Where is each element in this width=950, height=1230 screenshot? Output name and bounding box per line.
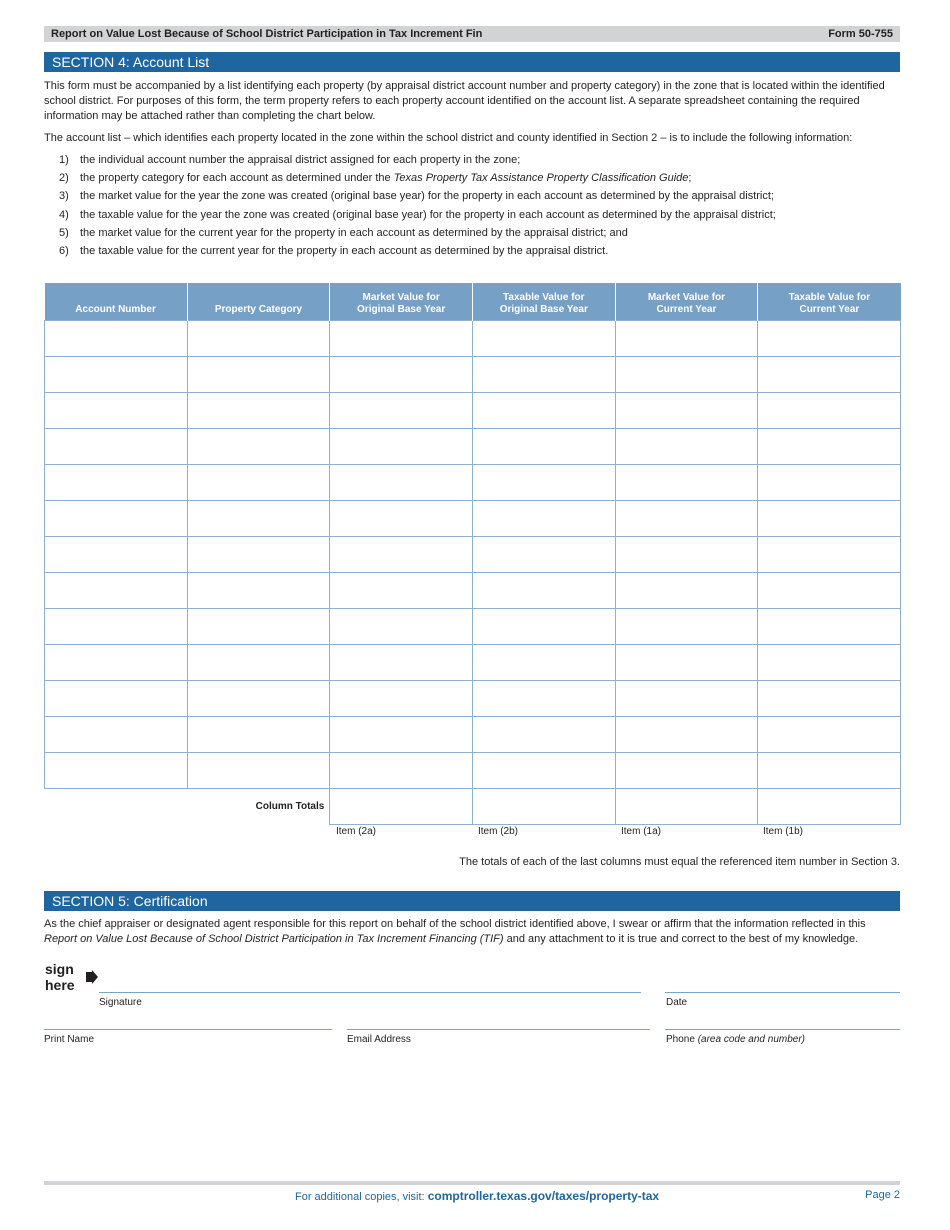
property-category-cell[interactable] bbox=[187, 609, 330, 645]
market-current-cell[interactable] bbox=[615, 537, 758, 573]
total-taxable-current-field[interactable] bbox=[758, 789, 901, 825]
property-category-cell[interactable] bbox=[187, 501, 330, 537]
table-row bbox=[45, 609, 901, 645]
table-row bbox=[45, 645, 901, 681]
total-market-current-field[interactable] bbox=[615, 789, 758, 825]
taxable-base-cell[interactable] bbox=[472, 681, 615, 717]
taxable-base-cell[interactable] bbox=[472, 321, 615, 357]
market-base-cell[interactable] bbox=[330, 645, 473, 681]
property-category-cell[interactable] bbox=[187, 429, 330, 465]
market-current-cell[interactable] bbox=[615, 357, 758, 393]
market-current-cell[interactable] bbox=[615, 573, 758, 609]
property-category-cell[interactable] bbox=[187, 537, 330, 573]
account-number-cell[interactable] bbox=[45, 357, 188, 393]
taxable-base-cell[interactable] bbox=[472, 537, 615, 573]
market-current-cell[interactable] bbox=[615, 321, 758, 357]
list-item: 4) the taxable value for the year the zone was created (original base year) for the property in each account as determined by the appraisal district; bbox=[59, 208, 776, 221]
table-row bbox=[45, 717, 901, 753]
market-current-cell[interactable] bbox=[615, 717, 758, 753]
table-body bbox=[45, 321, 901, 825]
market-base-cell[interactable] bbox=[330, 357, 473, 393]
taxable-base-cell[interactable] bbox=[472, 717, 615, 753]
taxable-base-cell[interactable] bbox=[472, 609, 615, 645]
column-header-taxable-current: Taxable Value for Current Year bbox=[758, 283, 901, 321]
print-name-label: Print Name bbox=[44, 1034, 95, 1045]
table-row bbox=[45, 357, 901, 393]
account-number-cell[interactable] bbox=[45, 501, 188, 537]
column-totals-row bbox=[45, 789, 901, 825]
taxable-current-cell[interactable] bbox=[758, 429, 901, 465]
list-item: 5) the market value for the current year for the property in each account as determined by the appraisal district; and bbox=[59, 226, 628, 239]
property-category-cell[interactable] bbox=[187, 573, 330, 609]
form-title: Report on Value Lost Because of School District Participation in Tax Increment Fin bbox=[51, 28, 483, 40]
signature-label: Signature bbox=[99, 997, 142, 1008]
market-base-cell[interactable] bbox=[330, 753, 473, 789]
table-row bbox=[45, 501, 901, 537]
taxable-base-cell[interactable] bbox=[472, 753, 615, 789]
sign-here-marker: sign here bbox=[45, 962, 105, 996]
taxable-current-cell[interactable] bbox=[758, 393, 901, 429]
market-current-cell[interactable] bbox=[615, 501, 758, 537]
taxable-current-cell[interactable] bbox=[758, 465, 901, 501]
column-header-taxable-base: Taxable Value for Original Base Year bbox=[472, 283, 615, 321]
taxable-current-cell[interactable] bbox=[758, 357, 901, 393]
list-item: 1) the individual account number the appraisal district assigned for each property in the zone; bbox=[59, 154, 521, 166]
property-category-cell[interactable] bbox=[187, 393, 330, 429]
requirements-list bbox=[44, 153, 900, 262]
certification-text: As the chief appraiser or designated agent responsible for this report on behalf of the school district identified above, I swear or affirm that the information reflected in this Report on Value Lost Because of School District Participation in Tax Increment Financing (TIF) and any attachment to it is true and correct to the best of my knowledge. bbox=[44, 918, 866, 945]
table-row bbox=[45, 681, 901, 717]
account-number-cell[interactable] bbox=[45, 681, 188, 717]
market-base-cell[interactable] bbox=[330, 465, 473, 501]
taxable-current-cell[interactable] bbox=[758, 501, 901, 537]
section-4-header: SECTION 4: Account List bbox=[44, 52, 900, 72]
account-number-cell[interactable] bbox=[45, 321, 188, 357]
taxable-base-cell[interactable] bbox=[472, 357, 615, 393]
footer-copies: For additional copies, visit: comptroller.texas.gov/taxes/property-tax bbox=[295, 1189, 660, 1203]
email-label: Email Address bbox=[347, 1034, 411, 1045]
total-market-base-field[interactable] bbox=[330, 789, 473, 825]
taxable-current-cell[interactable] bbox=[758, 609, 901, 645]
page-number: Page 2 bbox=[865, 1189, 900, 1201]
list-item: 6) the taxable value for the current year for the property in each account as determined by the appraisal district. bbox=[59, 244, 609, 257]
property-category-cell[interactable] bbox=[187, 753, 330, 789]
table-row bbox=[45, 753, 901, 789]
account-number-cell[interactable] bbox=[45, 537, 188, 573]
taxable-base-cell[interactable] bbox=[472, 465, 615, 501]
taxable-current-cell[interactable] bbox=[758, 537, 901, 573]
account-number-cell[interactable] bbox=[45, 429, 188, 465]
taxable-base-cell[interactable] bbox=[472, 393, 615, 429]
column-header-account-number: Account Number bbox=[45, 283, 188, 321]
market-current-cell[interactable] bbox=[615, 753, 758, 789]
market-current-cell[interactable] bbox=[615, 609, 758, 645]
market-base-cell[interactable] bbox=[330, 717, 473, 753]
account-number-cell[interactable] bbox=[45, 465, 188, 501]
market-base-cell[interactable] bbox=[330, 501, 473, 537]
phone-line[interactable] bbox=[665, 1029, 900, 1030]
account-number-cell[interactable] bbox=[45, 753, 188, 789]
table-row bbox=[45, 429, 901, 465]
market-base-cell[interactable] bbox=[330, 537, 473, 573]
taxable-current-cell[interactable] bbox=[758, 645, 901, 681]
phone-label: Phone (area code and number) bbox=[666, 1034, 805, 1045]
account-number-cell[interactable] bbox=[45, 393, 188, 429]
account-number-cell[interactable] bbox=[45, 573, 188, 609]
totals-note: The totals of each of the last columns must equal the referenced item number in Section 3. bbox=[459, 856, 900, 868]
column-header-market-base: Market Value for Original Base Year bbox=[330, 283, 473, 321]
column-header-property-category: Property Category bbox=[187, 283, 330, 321]
list-item: 2) the property category for each account as determined under the Texas Property Tax Assistance Property Classification Guide; bbox=[59, 172, 692, 185]
market-base-cell[interactable] bbox=[330, 321, 473, 357]
account-number-cell[interactable] bbox=[45, 609, 188, 645]
footer-url-link[interactable]: comptroller.texas.gov/taxes/property-tax bbox=[427, 1189, 660, 1203]
date-line[interactable] bbox=[665, 992, 900, 993]
table-header-row bbox=[45, 283, 901, 321]
taxable-current-cell[interactable] bbox=[758, 681, 901, 717]
list-item: 3) the market value for the year the zone was created (original base year) for the property in each account as determined by the appraisal district; bbox=[59, 190, 774, 203]
market-current-cell[interactable] bbox=[615, 645, 758, 681]
market-base-cell[interactable] bbox=[330, 573, 473, 609]
taxable-current-cell[interactable] bbox=[758, 321, 901, 357]
print-name-line[interactable] bbox=[44, 1029, 332, 1030]
item-ref-2a: Item (2a) bbox=[336, 826, 377, 837]
taxable-base-cell[interactable] bbox=[472, 501, 615, 537]
section-4-intro: This form must be accompanied by a list identifying each property (by appraisal district account number and property category) in the zone that is located within the identified school district. For purposes of this form, the term property refers to each property account identified on the account list. A separate spreadsheet containing the required information may be attached rather than completing the chart below. bbox=[44, 80, 885, 122]
table-row bbox=[45, 573, 901, 609]
account-list-table bbox=[44, 283, 901, 825]
column-totals-label: Column Totals bbox=[255, 801, 325, 813]
property-category-cell[interactable] bbox=[187, 717, 330, 753]
arrow-right-icon bbox=[86, 970, 98, 984]
market-base-cell[interactable] bbox=[330, 609, 473, 645]
section-5-header: SECTION 5: Certification bbox=[44, 891, 900, 911]
item-ref-1b: Item (1b) bbox=[763, 826, 804, 837]
form-number: Form 50-755 bbox=[828, 28, 893, 40]
table-row bbox=[45, 321, 901, 357]
property-category-cell[interactable] bbox=[187, 357, 330, 393]
market-base-cell[interactable] bbox=[330, 681, 473, 717]
market-current-cell[interactable] bbox=[615, 393, 758, 429]
market-current-cell[interactable] bbox=[615, 429, 758, 465]
item-ref-2b: Item (2b) bbox=[478, 826, 519, 837]
property-category-cell[interactable] bbox=[187, 321, 330, 357]
form-header-bar bbox=[44, 26, 900, 42]
account-number-cell[interactable] bbox=[45, 645, 188, 681]
table-row bbox=[45, 393, 901, 429]
taxable-base-cell[interactable] bbox=[472, 645, 615, 681]
account-number-cell[interactable] bbox=[45, 717, 188, 753]
table-row bbox=[45, 465, 901, 501]
section-4-list-intro: The account list – which identifies each property located in the zone within the school district and county identified in Section 2 – is to include the following information: bbox=[44, 132, 853, 144]
taxable-current-cell[interactable] bbox=[758, 717, 901, 753]
date-label: Date bbox=[666, 997, 688, 1008]
property-category-cell[interactable] bbox=[187, 465, 330, 501]
taxable-current-cell[interactable] bbox=[758, 753, 901, 789]
market-base-cell[interactable] bbox=[330, 393, 473, 429]
taxable-current-cell[interactable] bbox=[758, 573, 901, 609]
property-category-cell[interactable] bbox=[187, 681, 330, 717]
market-current-cell[interactable] bbox=[615, 681, 758, 717]
email-line[interactable] bbox=[347, 1029, 650, 1030]
signature-line[interactable] bbox=[99, 992, 641, 993]
market-current-cell[interactable] bbox=[615, 465, 758, 501]
item-ref-1a: Item (1a) bbox=[621, 826, 662, 837]
column-header-market-current: Market Value for Current Year bbox=[615, 283, 758, 321]
taxable-base-cell[interactable] bbox=[472, 429, 615, 465]
property-category-cell[interactable] bbox=[187, 645, 330, 681]
taxable-base-cell[interactable] bbox=[472, 573, 615, 609]
market-base-cell[interactable] bbox=[330, 429, 473, 465]
total-taxable-base-field[interactable] bbox=[472, 789, 615, 825]
table-row bbox=[45, 537, 901, 573]
footer-rule bbox=[44, 1181, 900, 1185]
